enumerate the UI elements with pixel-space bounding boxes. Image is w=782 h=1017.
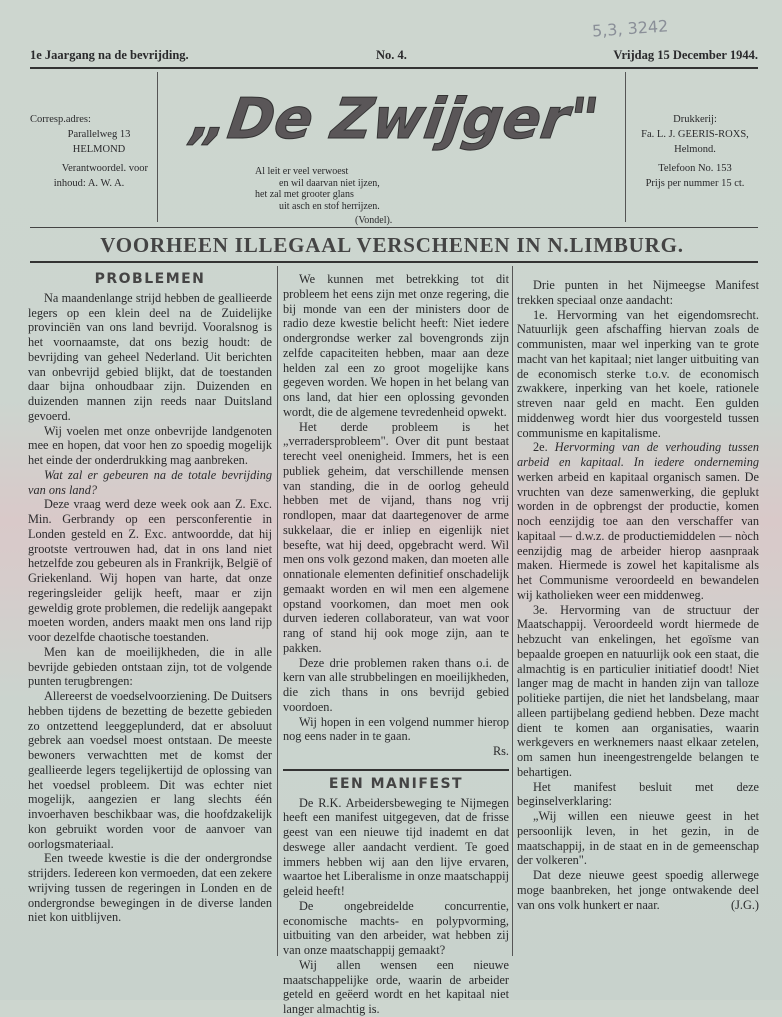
article-title: PROBLEMEN <box>94 271 206 287</box>
paragraph-text: werken arbeid en kapitaal organisch samen. De vruchten van deze samenwerking, die geplukt worden in de opbrengst der productie, komen noch eenzijdig toe aan den verschaffer van kapitaal — d.w.z. de productiemiddelen — nòch eenzijdig mag de arbeider hierop aasnpraak maken. Hiermede is zowel het kapitalisme als het Communisme veroordeeld en bewandelen wij katholieken weer een middenweg. <box>517 469 759 602</box>
correspondence-info <box>30 112 148 191</box>
info-line: Prijs per nummer 15 ct. <box>645 178 745 189</box>
emphasis: Hervorming van de verhouding tussen arbeid en kapitaal. In iedere onderneming <box>517 440 759 469</box>
header-rule <box>30 67 758 69</box>
archive-pencil-mark: 5,3, 3242 <box>591 16 669 41</box>
paragraph: „Wij willen een nieuwe geest in het persoonlijk leven, in het gezin, in de maatschappij, in de staat en in de gemeenschap der volkeren". <box>517 809 759 868</box>
paragraph-text: Dat deze nieuwe geest spoedig allerwege moge baanbreken, het jonge ontwakende deel van ons volk hunkert er naar. <box>517 868 759 912</box>
paragraph: Wij allen wensen een nieuwe maatschappelijke orde, waarin de arbeider geteld en geëerd wordt en het kapitaal niet langer almachtig is. <box>283 957 509 1016</box>
point-number: 2e. <box>533 440 548 455</box>
paragraph: De R.K. Arbeidersbeweging te Nijmegen heeft een manifest uitgegeven, dat de frisse geest van een nieuwe tijd inademt en dat deswege aller aandacht verdient. Te goed immers hebben wij aan den lijve ervaren, waartoe het Liberalisme in onze maatschappij geleid heeft! <box>283 795 509 898</box>
info-line: Parallelweg 13 <box>67 129 131 140</box>
paragraph <box>517 868 759 912</box>
paragraph: Het derde probleem is het „verradersprobleem". Over dit punt bestaat terecht veel onenigheid. Immers, het is een publiek geheim, dat verschillende mensen van standing, die in de oorlog geheuld hebben met de vijand, thans nog vrij rondlopen, maar dat daartegenover de arme sukkelaar, die er inliep en eigenlijk niet besefte, wat hij deed, opgebracht werd. Wil men ons volk gezond maken, dan moeten alle onnationale elementen definitief onschadelijk gemaakt worden en wil men een algemene opstand voorkomen, dan moet men ook durven iederen collaborateur, van wat voor rang of stand hij ook moge zijn, aan te pakken. <box>283 419 509 655</box>
verse-line: Al leit er veel verwoest <box>255 166 349 177</box>
banner-headline: VOORHEEN ILLEGAAL VERSCHENEN IN N.LIMBURG. <box>100 233 684 257</box>
column-divider <box>512 266 513 956</box>
verse-line: uit asch en stof herrijzen. <box>279 200 380 212</box>
info-line: HELMOND <box>72 144 126 155</box>
signature: Rs. <box>492 744 509 758</box>
edition-label: 1e Jaargang na de bevrijding. <box>30 48 189 62</box>
vondel-verse <box>255 166 392 227</box>
info-line: Fa. L. J. GEERIS-ROXS, <box>641 129 749 140</box>
paragraph: Allereerst de voedselvoorziening. De Duitsers hebben tijdens de bezetting de bezette gebieden zo ontzettend leeggeplunderd, dat er absoluut gebrek aan voedsel moest ontstaan. De meeste bewoners verwachtten met de komst der geallieerde legers tegelijkertijd de oplossing van het voedsel probleem. Dit was echter niet mogelijk, aangezien er lang slechts één invoerhaven beschikbaar was, die hoofdzakelijk kon gebruikt worden voor de aanvoer van oorlogsmateriaal. <box>28 689 272 851</box>
info-line: Helmond. <box>674 144 716 155</box>
issue-number: No. 4. <box>376 48 407 62</box>
info-line: Verantwoordel. voor <box>61 163 148 174</box>
masthead-divider <box>157 72 158 222</box>
paragraph: Wij hopen in een volgend nummer hierop nog eens nader in te gaan. <box>283 714 509 744</box>
info-line: Drukkerij: <box>673 114 717 125</box>
paragraph: Wat zal er gebeuren na de totale bevrijding van ons land? <box>28 467 272 497</box>
info-line: inhoud: A. W. A. <box>53 178 125 189</box>
banner-rule-top <box>30 227 758 228</box>
printer-info <box>628 112 762 191</box>
verse-line: het zal met grooter glans <box>255 189 354 200</box>
issue-date: Vrijdag 15 December 1944. <box>613 48 758 62</box>
paragraph: 1e. Hervorming van het eigendomsrecht. Natuurlijk geen afschaffing hiervan zoals de communisten, maar wel inperking van te grote macht van het kapitaal; niet langer uitbuiting van de economisch sterke t.o.v. de economisch zwakkere, inperking van het koele, rationele streven naar geld en macht. Een gulden middenweg wordt hier dus voorgesteld tussen communisme en kapitalisme. <box>517 307 759 440</box>
paragraph <box>517 440 759 602</box>
paragraph: Drie punten in het Nijmeegse Manifest trekken speciaal onze aandacht: <box>517 278 759 307</box>
signature: (J.G.) <box>730 897 759 912</box>
paragraph: Wij voelen met onze onbevrijde landgenoten mee en hopen, dat voor hen zo spoedig mogelijk het einde der onderdrukking mag aanbreken. <box>28 423 272 467</box>
article-problemen-col2 <box>283 272 509 1017</box>
paragraph: Men kan de moeilijkheden, die in alle bevrijde gebieden ontstaan zijn, tot de volgende punten terugbrengen: <box>28 644 272 689</box>
info-line: Corresp.adres: <box>30 114 91 125</box>
verse-line: en wil daarvan niet ijzen, <box>279 177 380 189</box>
banner-rule-bottom <box>30 261 758 263</box>
article-problemen-col1 <box>28 272 272 925</box>
paragraph: Deze drie problemen raken thans o.i. de kern van alle strubbelingen en moeilijkheden, die zich thans in ons bevrijd gebied voordoen. <box>283 655 509 714</box>
paragraph: Deze vraag werd deze week ook aan Z. Exc. Min. Gerbrandy op een persconferentie in Londen gesteld en Z. Exc. antwoordde, dat hij grootste vertrouwen had, dat in ons land niet hetzelfde zou gebeuren als in Frankrijk, België of Griekenland. Wij hopen van harte, dat onze regeringsleider gelijk heeft, maar er zijn geweldig grote problemen, die redelijk aangepakt moeten worden, anders maakt men ons land rijp voor dezelfde chaotische toestanden. <box>28 497 272 644</box>
paragraph: Na maandenlange strijd hebben de geallieerde legers op een klein deel na de Zuidelijke provinciën van ons land bevrijd. Vooralsnog is het voornaamste, dat ons bezig houdt: de bevrijding van geheel Nederland. Uit berichten van onbevrijd gebied blijkt, dat de toestanden daar bijna onhoudbaar zijn. Duizenden en duizenden mannen zijn reeds naar Duitsland gevoerd. <box>28 290 272 423</box>
paragraph: Het manifest besluit met deze beginselverklaring: <box>517 779 759 809</box>
verse-attribution: (Vondel). <box>355 215 393 226</box>
paragraph: 3e. Hervorming van de structuur der Maatschappij. Veroordeeld wordt hiermede de hebzucht van enkelingen, het egoïsme van bepaalde groepen en natuurlijk ook een staat, die almachtig is en particulier initiatief doodt! Niet langer mag de macht in handen zijn van talloze politieke partijen, die niet het landsbelang, maar alleen partijbelang gediend hebben. Deze macht dient te komen aan organisaties, waarin werkgevers en werknemers naast elkaar zetelen, om samen hun ineengestrengelde belangen te behartigen. <box>517 602 759 779</box>
paragraph: We kunnen met betrekking tot dit probleem het eens zijn met onze regering, die bij monde van een der ministers door de radio deze kwestie belicht heeft: Niet iedere ondergrondse werker zal bovengronds zijn zelfde capaciteiten hebben, maar aan deze helden zal een zo groot mogelijke kans gegeven worden. We hopen in het belang van ons land, dat hier een oplossing gevonden wordt, die de algemene tevredenheid opwekt. <box>283 272 509 419</box>
paragraph: De ongebreidelde concurrentie, economische machts- en polypvorming, uitbuiting van den arbeider, wat hebben zij van onze maatschappij gemaakt? <box>283 898 509 957</box>
info-line: Telefoon No. 153 <box>658 163 732 174</box>
paragraph: Een tweede kwestie is die der ondergrondse strijders. Iedereen kon vermoeden, dat een zekere wrijving tussen de regeringen in Londen en de ondergrondse bewegingen in de diverse landen niet kon uitblijven. <box>28 851 272 925</box>
column-divider <box>277 266 278 956</box>
newspaper-logo: „De Zwijger" <box>187 87 603 152</box>
article-title: EEN MANIFEST <box>328 775 464 792</box>
article-manifest-col3 <box>517 278 759 912</box>
article-separator <box>283 769 509 771</box>
